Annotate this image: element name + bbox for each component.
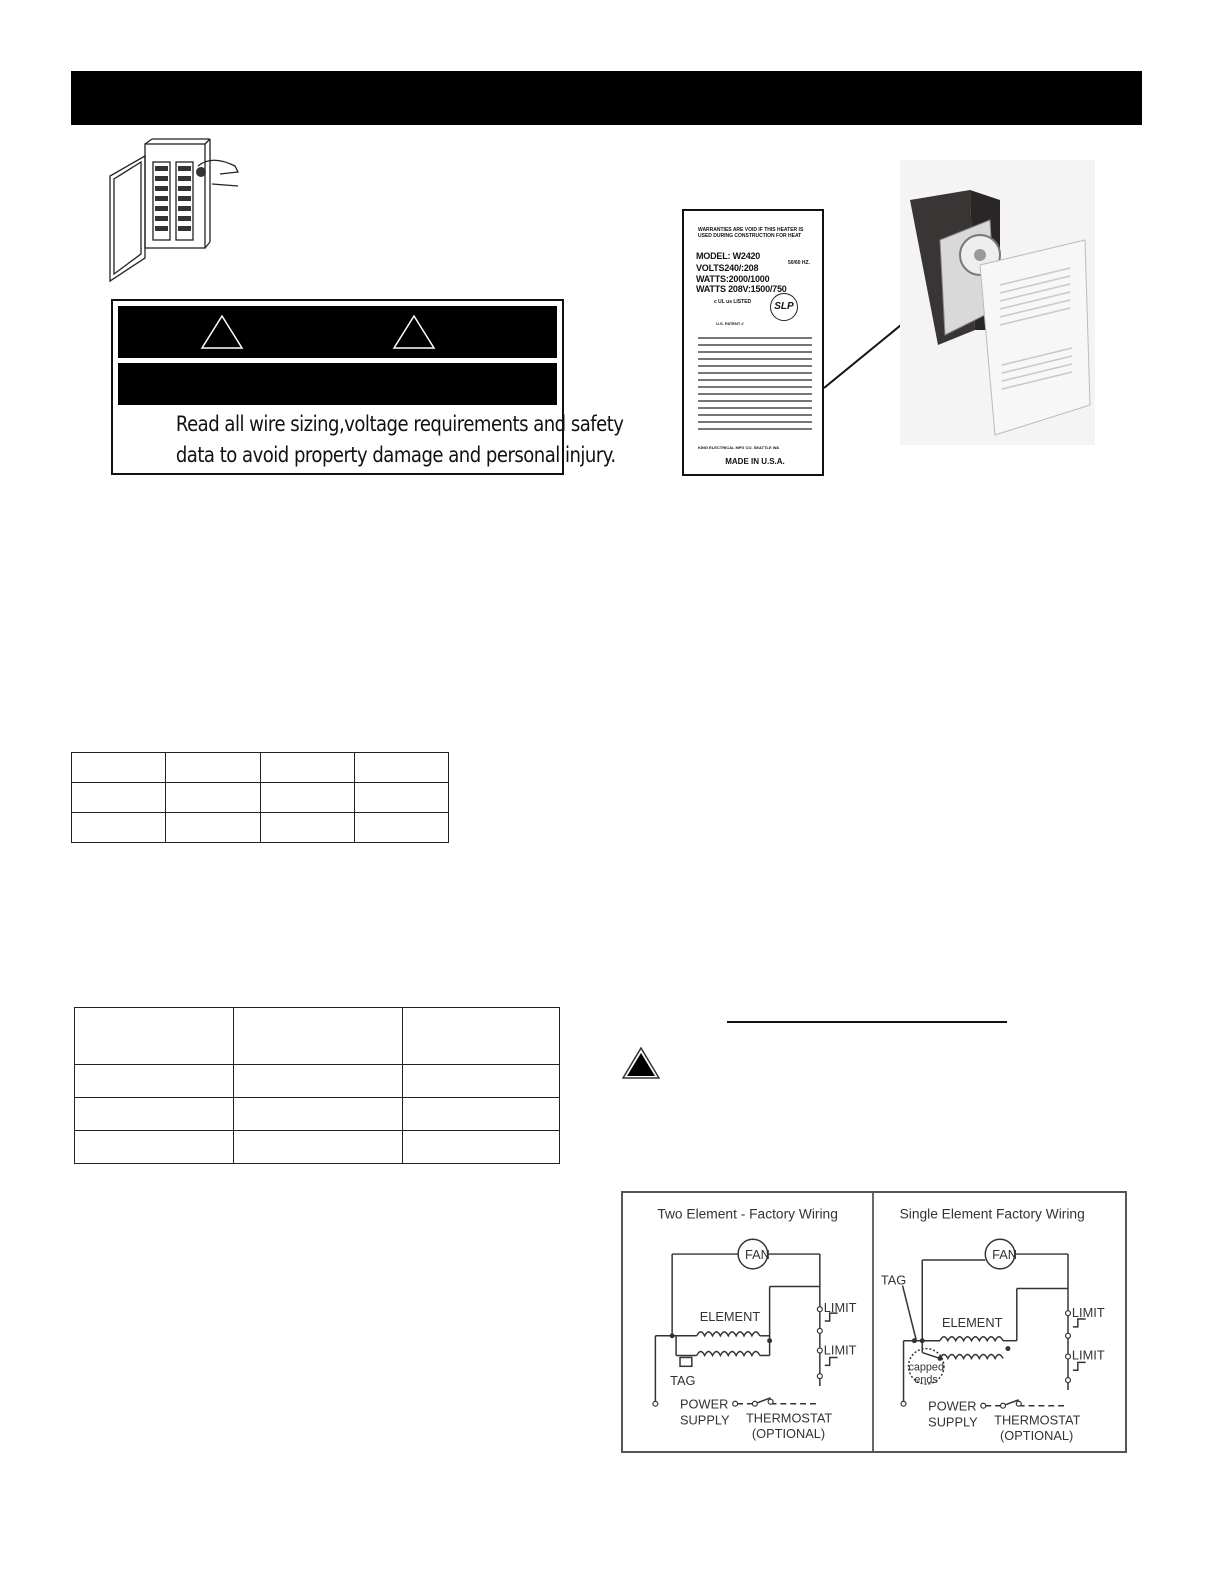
slp-mark: SLP [770,293,798,321]
left-diagram-title: Two Element - Factory Wiring [657,1206,838,1222]
left-thermostat-label: THERMOSTAT [745,1410,833,1426]
table-row [72,753,449,783]
left-fan-label: FAN [745,1246,770,1262]
label-watts: WATTS:2000/1000 [696,274,770,284]
left-limit-1-label: LIMIT [823,1300,857,1316]
left-optional-label: (OPTIONAL) [751,1426,826,1442]
label-watts-208: WATTS 208V:1500/750 [696,284,787,294]
warning-header-band [118,306,557,358]
table-row [75,1008,560,1065]
caution-triangle-icon [622,1047,660,1079]
left-tag-label: TAG [670,1373,696,1389]
right-limit-2-label: LIMIT [1071,1347,1105,1363]
right-thermostat-label: THERMOSTAT [994,1412,1081,1428]
right-power-label: POWER [928,1398,977,1414]
right-fan-label: FAN [992,1246,1018,1262]
right-optional-label: (OPTIONAL) [1000,1428,1074,1444]
heading-underline [727,1021,1007,1023]
warning-text [175,409,624,471]
table-row [75,1098,560,1131]
wiring-diagram-svg [623,1193,1125,1451]
right-limit-1-label: LIMIT [1071,1305,1105,1321]
label-brand: KING ELECTRICAL MFG CO. SEATTLE WA [698,445,780,450]
right-diagram-title: Single Element Factory Wiring [899,1206,1085,1222]
right-element-label: ELEMENT [941,1314,1003,1330]
label-model: MODEL: W2420 [696,251,761,261]
warning-triangle-icon [200,314,244,350]
section-header-bar [71,71,1142,125]
right-ends-label: ends [914,1374,938,1387]
warning-line-1: Read all wire sizing,voltage requirements and safety [175,412,624,436]
table-row [72,813,449,843]
left-supply-label: SUPPLY [680,1412,730,1428]
warning-triangle-icon [392,314,436,350]
label-hz: 50/60 HZ. [788,260,810,266]
warning-subheader-band [118,363,557,405]
table-row [72,783,449,813]
wire-size-table [71,752,449,843]
label-volts: VOLTS240/:208 [696,263,759,273]
right-supply-label: SUPPLY [928,1414,978,1430]
right-capped-label: capped [908,1361,944,1374]
ul-listed-mark: c UL us LISTED [714,299,752,305]
voltage-table [74,1007,560,1164]
left-power-label: POWER [680,1396,729,1412]
label-fine-print [698,337,812,441]
wall-heater-photo [900,160,1095,445]
rating-label [682,209,824,476]
left-limit-2-label: LIMIT [823,1342,857,1358]
table-row [75,1131,560,1164]
breaker-panel-illustration [100,136,250,286]
right-tag-label: TAG [880,1272,907,1288]
table-row [75,1065,560,1098]
warning-box [111,299,624,475]
label-patent: U.S. PATENT # [716,321,744,326]
left-element-label: ELEMENT [699,1309,761,1325]
wiring-diagram [621,1191,1127,1453]
label-warranty-text: WARRANTIES ARE VOID IF THIS HEATER IS USED DURING CONSTRUCTION FOR HEAT [698,227,804,239]
warning-line-2: data to avoid property damage and personal injury. [175,443,616,467]
label-made-in: MADE IN U.S.A. [725,457,785,466]
